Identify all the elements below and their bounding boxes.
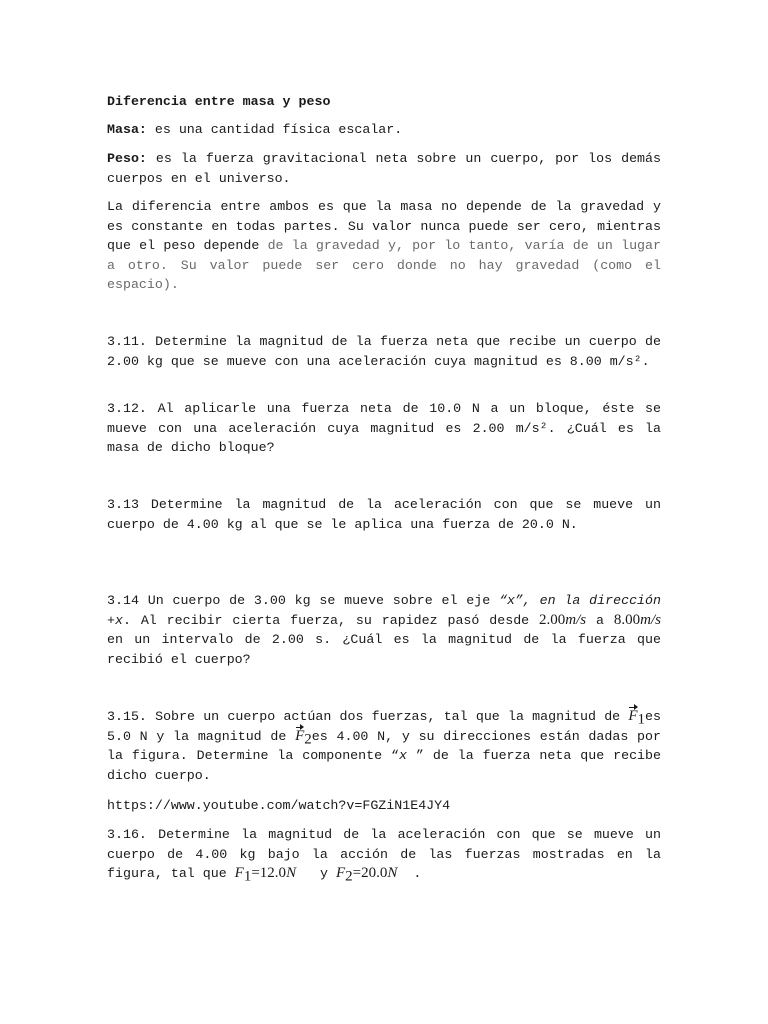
f1-vector-symbol: F <box>628 707 637 727</box>
difference-text-dark: La diferencia entre ambos es que la masa no depende de la gravedad y es constante en todas partes. Su valor nunca puede ser cero, mientras que el peso depende <box>107 199 661 253</box>
p314-speed-1-unit: m/s <box>565 611 587 628</box>
p315-text-1: 3.15. Sobre un cuerpo actúan dos fuerzas, tal que la magnitud de <box>107 709 629 724</box>
f2-vector-symbol: F <box>295 727 304 747</box>
problem-3-12: 3.12. Al aplicarle una fuerza neta de 10.0 N a un bloque, éste se mueve con una aceleración cuya magnitud es 2.00 m/s². ¿Cuál es la masa de dicho bloque? <box>107 401 661 455</box>
p314-text-2: . Al recibir cierta fuerza, su rapidez pasó desde <box>122 612 540 628</box>
f2-value: =20.0 <box>352 865 388 881</box>
p314-plus-x: +x <box>107 612 123 628</box>
problem-3-14 <box>107 591 661 669</box>
p314-axis-direction: “x”, en la dirección <box>498 593 661 608</box>
p314-speed-2-value: 8.00 <box>613 611 641 628</box>
problem-3-11: 3.11. Determine la magnitud de la fuerza neta que recibe un cuerpo de 2.00 kg que se mueve con una aceleración cuya magnitud es 8.00 m/s². <box>107 334 661 369</box>
peso-label: Peso: <box>107 151 147 166</box>
document-title: Diferencia entre masa y peso <box>107 94 331 109</box>
f1-subscript: 1 <box>637 711 646 728</box>
p316-text-1: 3.16. Determine la magnitud de la aceleración con que se mueve un cuerpo de 4.00 kg bajo la acción de las fuerzas mostradas en la figura, tal que <box>107 827 661 881</box>
problem-3-15 <box>107 707 661 785</box>
p316-text-3: . <box>397 866 422 881</box>
p315-quote-open: “ <box>391 748 400 763</box>
problem-3-13: 3.13 Determine la magnitud de la aceleración con que se mueve un cuerpo de 4.00 kg al que se le aplica una fuerza de 20.0 N. <box>107 497 661 532</box>
youtube-link[interactable]: https://www.youtube.com/watch?v=FGZiN1E4JY4 <box>107 798 451 813</box>
masa-label: Masa: <box>107 122 147 137</box>
problem-3-16 <box>107 825 661 884</box>
p316-text-2: y <box>296 866 336 881</box>
p314-text-3: a <box>586 612 614 628</box>
p314-text-4: en un intervalo de 2.00 s. ¿Cuál es la magnitud de la fuerza que recibió el cuerpo? <box>107 632 661 667</box>
f1-unit: N <box>286 865 297 881</box>
p315-text-2: es 5.0 N y la magnitud de <box>107 709 661 744</box>
f1-subscript-316: 1 <box>243 868 252 885</box>
p315-text-3: es 4.00 N, y su direcciones están dadas por la figura. Determine la componente <box>107 728 661 763</box>
f2-subscript-316: 2 <box>345 868 353 885</box>
masa-text: es una cantidad física escalar. <box>146 122 403 137</box>
p314-text-1: 3.14 Un cuerpo de 3.00 kg se mueve sobre el eje <box>107 593 499 608</box>
f2-subscript: 2 <box>304 731 312 748</box>
difference-paragraph <box>107 197 661 295</box>
p314-speed-2-unit: m/s <box>640 611 661 628</box>
p314-speed-1-value: 2.00 <box>539 611 566 628</box>
peso-text: es la fuerza gravitacional neta sobre un cuerpo, por los demás cuerpos en el universo. <box>107 151 661 186</box>
peso-definition <box>107 149 661 188</box>
p315-text-4: ” de la fuerza neta que recibe dicho cuerpo. <box>107 748 661 783</box>
f2-unit: N <box>387 865 398 881</box>
f2-symbol: F <box>335 865 346 881</box>
masa-definition <box>107 120 661 140</box>
p315-x-component: x <box>399 748 407 763</box>
f1-symbol: F <box>234 865 244 881</box>
difference-text-gray: de la gravedad y, por lo tanto, varía de un lugar a otro. Su valor puede ser cero donde no hay gravedad (como el espacio). <box>107 238 661 292</box>
f1-value: =12.0 <box>251 865 287 881</box>
